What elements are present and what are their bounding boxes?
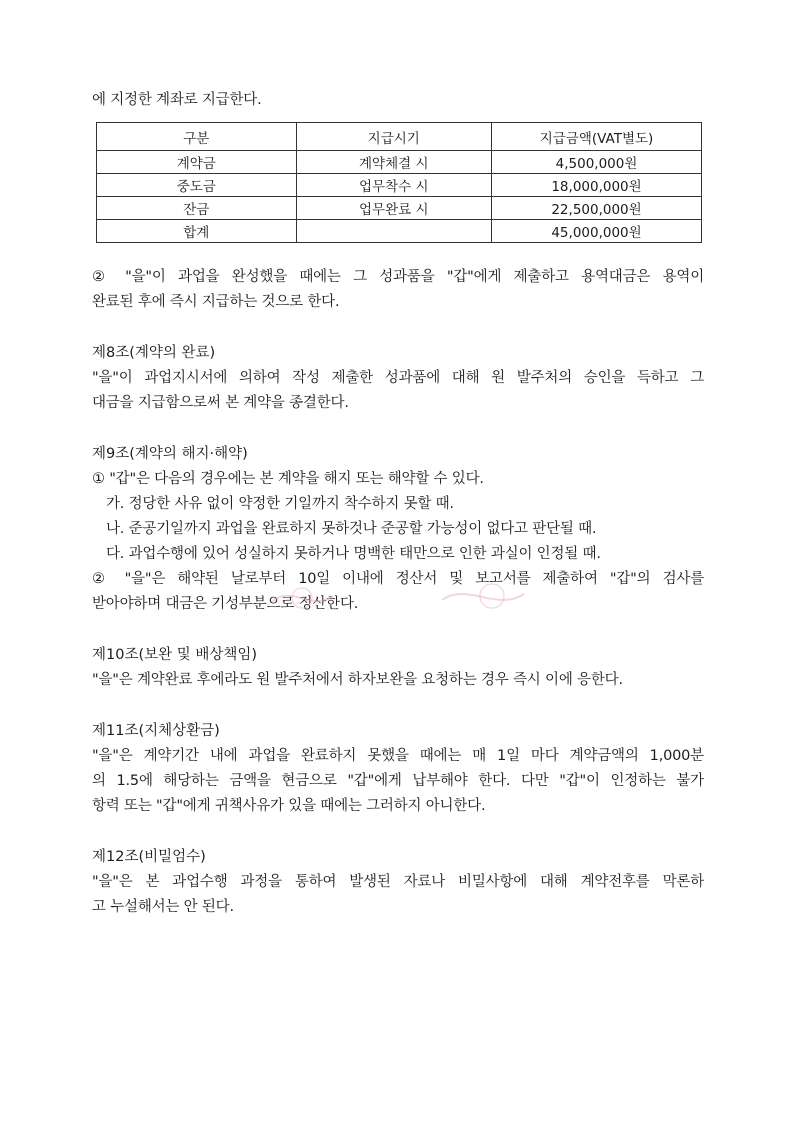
cell-timing: 업무완료 시 (296, 197, 492, 220)
article11-title: 제11조(지체상환금) (92, 723, 220, 739)
article9-p2-line2: 받아야하며 대금은 기성부분으로 정산한다. (92, 596, 359, 612)
header-category: 구분 (97, 123, 297, 151)
table-total-row (97, 220, 702, 243)
cell-timing: 계약체결 시 (296, 151, 492, 174)
article12-line1: "을"은 본 과업수행 과정을 통하여 발생된 자료나 비밀사항에 대해 계약전후를 막론하 (92, 874, 704, 890)
table-row (97, 174, 702, 197)
article9-p1: ① "갑"은 다음의 경우에는 본 계약을 해지 또는 해약할 수 있다. (92, 471, 484, 487)
contract-page (92, 88, 704, 920)
article9-title: 제9조(계약의 해지·해약) (92, 446, 248, 462)
header-timing: 지급시기 (296, 123, 492, 151)
article9-item: 가. 정당한 사유 없이 약정한 기일까지 착수하지 못할 때. (106, 496, 454, 512)
article9-item: 다. 과업수행에 있어 성실하지 못하거나 명백한 태만으로 인한 과실이 인정될 때. (106, 546, 601, 562)
article12-line2: 고 누설해서는 안 된다. (92, 899, 234, 915)
clause7-p2-line1: ② "을"이 과업을 완성했을 때에는 그 성과품을 "갑"에게 제출하고 용역대금은 용역이 (92, 269, 704, 285)
cell-timing: 업무착수 시 (296, 174, 492, 197)
table-row (97, 197, 702, 220)
cell-timing (296, 220, 492, 243)
cell-category: 합계 (97, 220, 297, 243)
article12-title: 제12조(비밀엄수) (92, 849, 206, 865)
table-row (97, 151, 702, 174)
cell-category: 잔금 (97, 197, 297, 220)
article10-title: 제10조(보완 및 배상책임) (92, 647, 258, 663)
cell-category: 계약금 (97, 151, 297, 174)
article10-line1: "을"은 계약완료 후에라도 원 발주처에서 하자보완을 요청하는 경우 즉시 이에 응한다. (92, 672, 623, 688)
article8-line2: 대금을 지급함으로써 본 계약을 종결한다. (92, 395, 349, 411)
header-amount: 지급금액(VAT별도) (492, 123, 702, 151)
article9-p2-line1: ② "을"은 해약된 날로부터 10일 이내에 정산서 및 보고서를 제출하여 "갑"의 검사를 (92, 571, 704, 587)
article11-line3: 항력 또는 "갑"에게 귀책사유가 있을 때에는 그러하지 아니한다. (92, 798, 486, 814)
table-header-row (97, 123, 702, 151)
cell-amount: 22,500,000원 (492, 197, 702, 220)
cell-amount: 18,000,000원 (492, 174, 702, 197)
article8-line1: "을"이 과업지시서에 의하여 작성 제출한 성과품에 대해 원 발주처의 승인을 득하고 그 (92, 370, 704, 386)
clause7-p2-line2: 완료된 후에 즉시 지급하는 것으로 한다. (92, 294, 340, 310)
article11-line1: "을"은 계약기간 내에 과업을 완료하지 못했을 때에는 매 1일 마다 계약금액의 1,000분 (92, 748, 704, 764)
cell-amount: 45,000,000원 (492, 220, 702, 243)
cell-amount: 4,500,000원 (492, 151, 702, 174)
article9-item: 나. 준공기일까지 과업을 완료하지 못하것나 준공할 가능성이 없다고 판단될 때. (106, 521, 597, 537)
intro-line: 에 지정한 계좌로 지급한다. (92, 92, 262, 108)
article8-title: 제8조(계약의 완료) (92, 345, 216, 361)
article11-line2: 의 1.5에 해당하는 금액을 현금으로 "갑"에게 납부해야 한다. 다만 "갑"이 인정하는 불가 (92, 773, 704, 789)
payment-table (96, 122, 702, 243)
cell-category: 중도금 (97, 174, 297, 197)
